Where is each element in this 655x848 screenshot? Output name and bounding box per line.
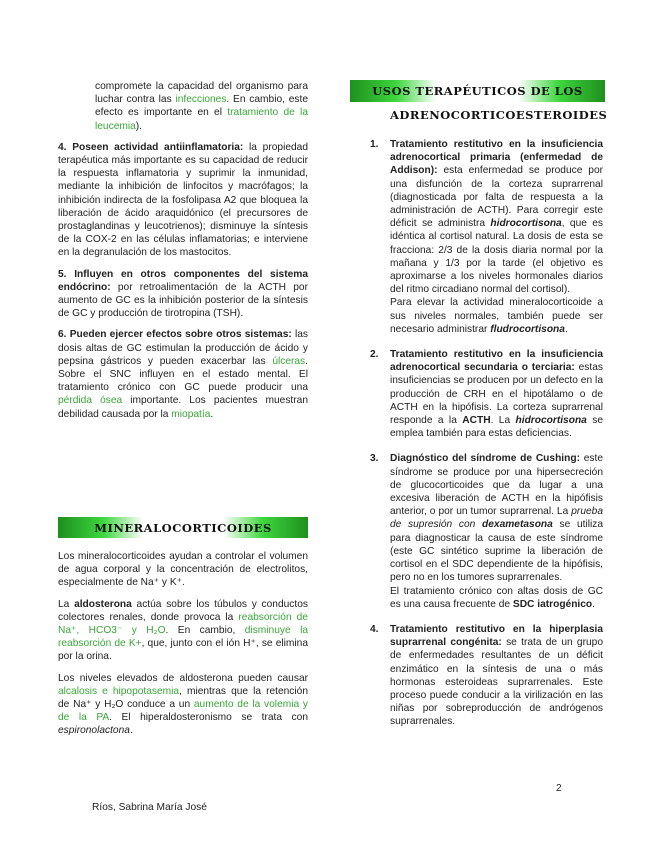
text: . (129, 725, 133, 737)
drug-name: hidrocortisona (490, 218, 562, 230)
item-label: Tratamiento restitutivo en la insuficiencia adrenocortical primaria (enfermedad de Addison): (390, 139, 603, 177)
text: actúa sobre los túbulos y conductos colectores renales, donde provoca la (58, 598, 308, 623)
text: . La (490, 415, 516, 427)
section-title: MINERALOCORTICOIDES (94, 520, 272, 535)
paragraph: Los mineralocorticoides ayudan a controlar el volumen de agua corporal y la concentración de electrolitos, especialmente de Na⁺ y K⁺. (58, 551, 308, 589)
item-text: la propiedad terapéutica más importante es su capacidad de reducir la respuesta inflamatoria y suprimir la inmunidad, mediante la inhibición de linfocitos y macrófagos; la inhibición indirecta de la fosfolipasa A2 que bloquea la liberación de ácido araquidónico (el precursores de prostaglandinas y leucotrienos); disminuye la síntesis de la COX-2 en las células inflamatorias; e interviene en la degranulación de los mastocitos. (58, 141, 308, 259)
drug-name: hidrocortisona (515, 415, 587, 427)
text: compromete la capacidad del organismo para luchar contra las (95, 81, 308, 106)
author-footer: Ríos, Sabrina María José (92, 802, 207, 813)
drug-name: dexametasona (482, 519, 553, 531)
item-5 (58, 268, 308, 321)
text: . En cambio, (165, 625, 245, 637)
mineralocorticoides-section (58, 550, 308, 746)
text: ). (135, 120, 143, 132)
text: El tratamiento crónico con altas dosis de GC es una causa frecuente de (390, 585, 603, 610)
drug-name: fludrocortisona (490, 323, 565, 335)
item-number: 3. (370, 453, 379, 465)
text: se utiliza para diagnosticar la causa de este síndrome (este GC sintético suprime la liberación de cortisol en el SDC dependiente de la hipófisis, pero no en los tumores suprarrenales. (390, 519, 604, 584)
mineralocorticoides-banner (58, 517, 308, 538)
item-label: Tratamiento restitutivo en la hiperplasia suprarrenal congénita: (390, 623, 603, 649)
text: . (210, 408, 214, 420)
highlight: aumento de la volemia y de la PA (58, 699, 308, 724)
item-number: 2. (370, 349, 379, 361)
text: estas insuficiencias se producen por un defecto en la producción de CRH en el hipotálamo o de ACTH en la hipófisis. La corteza suprarrenal responde a la (390, 362, 603, 427)
text: Para elevar la actividad mineralocorticoide a sus niveles normales, también puede ser necesario administrar (390, 297, 603, 335)
italic-text: espironolactona (58, 725, 130, 737)
text: , mientras que la retención de Na⁺ y H₂O conduce a un (58, 685, 308, 711)
section-title: USOS TERAPÉUTICOS DE LOS (372, 84, 583, 98)
uso-item-1 (370, 138, 603, 336)
bold-text: SDC iatrogénico (512, 598, 593, 610)
uso-item-2 (370, 348, 603, 440)
item-label: 4. Poseen actividad antiinflamatoria: (58, 141, 244, 153)
item-6 (58, 328, 308, 420)
text: importante. Los pacientes muestran debilidad causada por la (58, 395, 308, 420)
text: esta enfermedad se produce por una disfunción de la corteza suprarrenal (diagnosticada por falta de respuesta a la administración de ACTH). Para corregir este déficit se administra (390, 165, 603, 230)
text: La (58, 598, 75, 610)
page-number: 2 (556, 783, 562, 794)
text: . El hiperaldosteronismo se trata con (109, 712, 308, 724)
uso-item-4 (370, 623, 603, 729)
text: las dosis altas de GC estimulan la producción de ácido y pepsina gástricos y pueden exacerbar las (58, 329, 308, 367)
item-number: 1. (370, 139, 379, 150)
text: , que es idéntica al cortisol natural. La dosis de esta se fracciona: 2/3 de la dosis diaria normal por la mañana y 1/3 por la tarde (el objetivo es aproximarse a los niveles hormonales diarios del ritmo circadiano normal del cortisol). (390, 218, 604, 296)
text: . Sobre el SNC influyen en el estado mental. El tratamiento crónico con GC puede producir una (58, 355, 308, 394)
highlight: reabsorción de Na⁺, HCO3⁻ y H₂O (58, 611, 308, 637)
right-column (370, 138, 603, 741)
text: Los niveles elevados de aldosterona pueden causar (58, 672, 308, 684)
text: . En cambio, este efecto es importante en el (95, 94, 308, 119)
text: se emplea también para estas deficiencias. (390, 415, 603, 440)
highlight: infecciones (175, 94, 227, 106)
highlight: miopatía (171, 408, 211, 420)
continuation-paragraph (58, 80, 308, 133)
item-label: 6. Pueden ejercer efectos sobre otros sistemas: (58, 329, 292, 341)
highlight: pérdida ósea (58, 395, 123, 407)
bold-text: aldosterona (74, 598, 132, 610)
usos-terapeuticos-banner (350, 80, 605, 102)
section-title-line-2: ADRENOCORTICOESTEROIDES (390, 108, 608, 122)
item-number: 4. (370, 623, 379, 635)
uso-item-3 (370, 452, 603, 610)
text: . (592, 598, 595, 610)
item-4 (58, 141, 308, 260)
item-label: Tratamiento restitutivo en la insuficiencia adrenocortical secundaria o terciaria: (390, 349, 603, 374)
left-column (58, 80, 308, 429)
item-label: 5. Influyen en otros componentes del sistema endócrino: (58, 268, 308, 293)
text: , que, junto con el ión H⁺, se elimina por la orina. (58, 638, 308, 663)
item-text: por retroalimentación de la ACTH por aumento de GC es la inhibición posterior de la síntesis de GC y producción de tirotropina (TSH). (58, 281, 308, 320)
italic-text: prueba de supresión con (390, 506, 603, 531)
highlight: disminuye la reabsorción de K+ (58, 625, 309, 650)
paragraph (58, 598, 308, 664)
text: este síndrome se produce por una hipersecreción de glucocorticoides que da lugar a una excesiva liberación de ACTH en la hipófisis anterior, o por un tumor suprarrenal. La (390, 453, 603, 518)
bold-text: ACTH (462, 415, 491, 427)
paragraph (58, 672, 308, 738)
highlight: alcalosis e hipopotasemia (58, 685, 180, 697)
item-label: Diagnóstico del síndrome de Cushing: (390, 453, 580, 465)
highlight: tratamiento de la leucemia (95, 107, 308, 132)
text: . (564, 323, 568, 335)
text: se trata de un grupo de enfermedades resultantes de un déficit enzimático en la síntesis de una o más hormonas esteroideas suprarrenales. Este proceso puede conducir a la virilización en las niñas por sobreproducción de andrógenos suprarrenales. (390, 637, 603, 728)
highlight: úlceras (272, 355, 306, 367)
